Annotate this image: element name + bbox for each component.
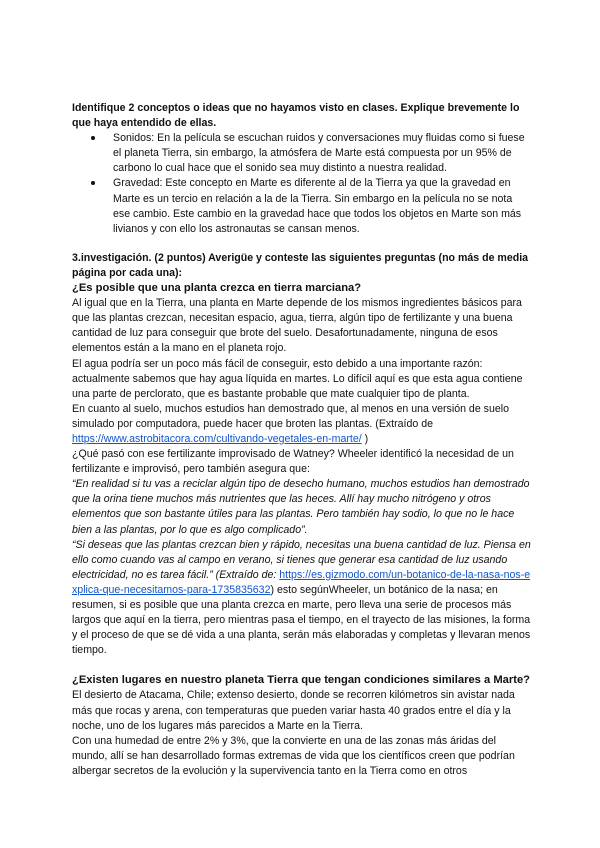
source-link-gizmodo[interactable]: https://es.gizmodo.com/un-botanico-de-la-nasa-nos-explica-que-necesitamos-para-1735835632 xyxy=(72,568,531,596)
paragraph xyxy=(72,538,532,659)
list-item: Gravedad: Este concepto en Marte es diferente al de la Tierra ya que la gravedad en Marte es un tercio en relación a la de la Tierra. Sin embargo en la película no se nota ese cambio. Este cambio en la gravedad hace que todos los objetos en Marte son más livianos y con ello los astronautas se cansan menos. xyxy=(86,176,532,236)
paragraph xyxy=(72,402,532,447)
quote: “En realidad si tu vas a reciclar algún tipo de desecho humano, muchos estudios han demostrado que la orina tiene muchos más nutrientes que las heces. Allí hay mucho nitrógeno y otros elementos que son bastante útiles para las plantas. Pero también hay sodio, lo que no le hace bien a las plantas, por lo que es algo complicado”. xyxy=(72,478,530,536)
source-link-astrobitacora[interactable]: https://www.astrobitacora.com/cultivando-vegetales-en-marte/ xyxy=(72,432,362,445)
question-2-title: ¿Existen lugares en nuestro planeta Tierra que tengan condiciones similares a Marte? xyxy=(72,674,530,687)
concepts-list xyxy=(72,131,532,237)
paragraph: Con una humedad de entre 2% y 3%, que la convierte en una de las zonas más áridas del mundo, allí se han desarrollado formas extremas de vida que los científicos creen que podrían albergar secretos de la evolución y la supervivencia tanto en la Tierra como en otros xyxy=(72,734,515,777)
paragraph: ¿Qué pasó con ese fertilizante improvisado de Watney? Wheeler identificó la necesidad de un fertilizante e improvisó, pero también asegura que: xyxy=(72,448,514,476)
question-1-title: ¿Es posible que una planta crezca en tierra marciana? xyxy=(72,282,362,295)
section-2-heading: Identifique 2 conceptos o ideas que no hayamos visto en clases. Explique brevemente lo que haya entendido de ellas. xyxy=(72,102,520,130)
paragraph-text: En cuanto al suelo, muchos estudios han demostrado que, al menos en una versión de suelo simulado por computadora, puede hacer que broten las plantas. (Extraído de xyxy=(72,402,509,430)
section-3-heading: 3.investigación. (2 puntos) Averigüe y conteste las siguientes preguntas (no más de media página por cada una): xyxy=(72,251,529,279)
paragraph: Al igual que en la Tierra, una planta en Marte depende de los mismos ingredientes básicos para que las plantas crezcan, necesitan espacio, agua, tierra, algún tipo de fertilizante y una buena cantidad de luz para conseguir que brote del suelo. Desafortunadamente, ninguna de esos elementos están a la mano en el planeta rojo. xyxy=(72,297,522,355)
list-item: Sonidos: En la película se escuchan ruidos y conversaciones muy fluidas como si fuese el planeta Tierra, sin embargo, la atmósfera de Marte está compuesta por un 95% de carbono lo cual hace que el sonido sea muy distinto a nuestra realidad. xyxy=(86,131,532,176)
paragraph-text: ) xyxy=(361,432,369,445)
paragraph: El agua podría ser un poco más fácil de conseguir, esto debido a una importante razón: actualmente sabemos que hay agua líquida en martes. Lo difícil aquí es que esta agua contiene una parte de perclorato, que es bastante probable que mate cualquier tipo de planta. xyxy=(72,357,523,400)
document-content xyxy=(72,101,532,779)
paragraph: El desierto de Atacama, Chile; extenso desierto, donde se recorren kilómetros sin avistar nada más que rocas y arena, con temperaturas que pueden variar hasta 40 grados entre el día y la noche, uno de los lugares más parecidos a Marte en la Tierra. xyxy=(72,689,515,732)
quote: “Si deseas que las plantas crezcan bien y rápido, necesitas una buena cantidad de luz. Piensa en ello como cuando vas al campo en verano, si tienes que generar esa cantidad de luz usando electricidad, no es tarea fácil.” (Extraído de: xyxy=(72,538,531,581)
paragraph-text: ) esto segúnWheeler, un botánico de la nasa; en resumen, si es posible que una planta crezca en marte, pero lleva una serie de procesos más largos que aquí en la tierra, pero mientras pasa el tiempo, en el trayecto de las misiones, la forma y el proceso de que se dé vida a una planta, serán más elaboradas y completas y llevaran menos tiempo. xyxy=(72,583,531,657)
